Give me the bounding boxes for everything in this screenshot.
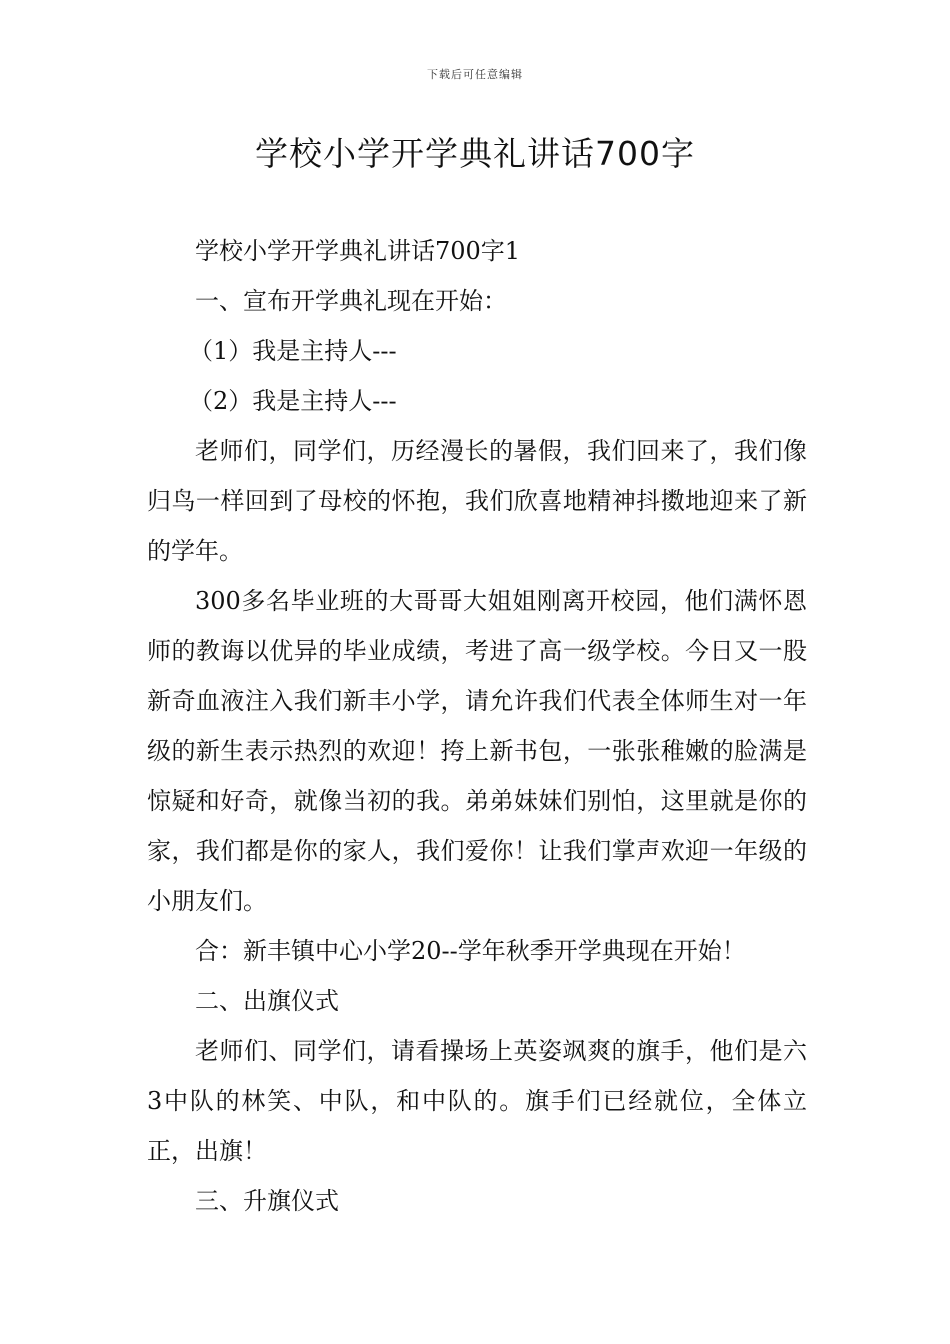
paragraph: 老师们、同学们，请看操场上英姿飒爽的旗手，他们是六3中队的林笑、中队，和中队的。旗手们已经就位，全体立正，出旗！: [147, 1037, 807, 1165]
paragraph: 300多名毕业班的大哥哥大姐姐刚离开校园，他们满怀恩师的教诲以优异的毕业成绩，考进了高一级学校。今日又一股新奇血液注入我们新丰小学，请允许我们代表全体师生对一年级的新生表示热烈的欢迎！挎上新书包，一张张稚嫩的脸满是惊疑和好奇，就像当初的我。弟弟妹妹们别怕，这里就是你的家，我们都是你的家人，我们爱你！让我们掌声欢迎一年级的小朋友们。: [147, 587, 807, 915]
paragraph: 合：新丰镇中心小学20--学年秋季开学典现在开始！: [195, 937, 746, 965]
header-note: 下载后可任意编辑: [427, 68, 523, 81]
paragraph: 老师们，同学们，历经漫长的暑假，我们回来了，我们像归鸟一样回到了母校的怀抱，我们欣喜地精神抖擞地迎来了新的学年。: [147, 437, 807, 565]
list-item: 二、出旗仪式: [195, 987, 339, 1015]
list-item: （2）我是主持人---: [189, 387, 397, 415]
list-item: 三、升旗仪式: [195, 1187, 339, 1215]
document-title: 学校小学开学典礼讲话700字: [255, 134, 695, 173]
section-heading: 学校小学开学典礼讲话700字1: [195, 237, 521, 265]
list-item: （1）我是主持人---: [189, 337, 397, 365]
document-body: [147, 226, 807, 1226]
list-item: 一、宣布开学典礼现在开始：: [195, 287, 507, 315]
